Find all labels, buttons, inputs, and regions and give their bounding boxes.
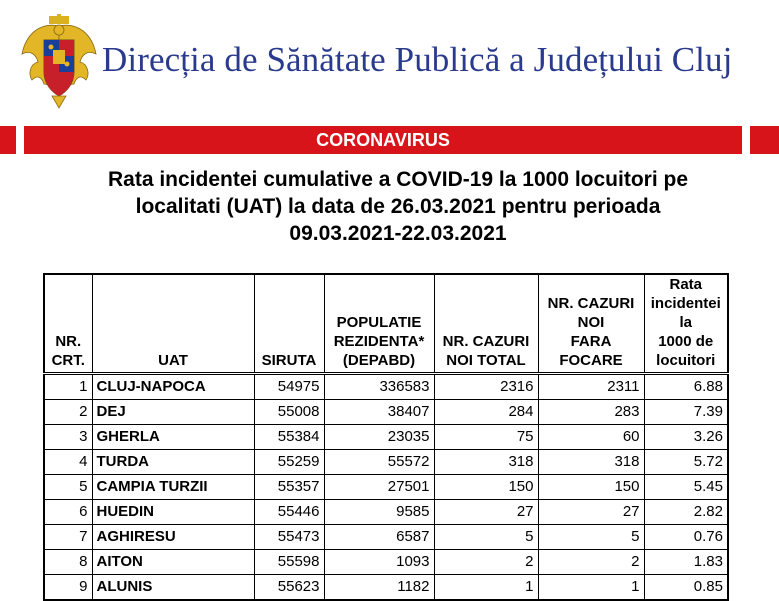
table-row bbox=[44, 425, 728, 450]
cell-total-cases: 318 bbox=[434, 450, 538, 475]
cell-incidence-rate: 0.85 bbox=[644, 575, 728, 601]
cell-total-cases: 75 bbox=[434, 425, 538, 450]
document-title-line: Rata incidentei cumulative a COVID-19 la 1000 locuitori pe bbox=[107, 168, 689, 191]
cell-uat: AGHIRESU bbox=[92, 525, 254, 550]
table-header-row bbox=[44, 274, 728, 374]
cell-total-cases: 2 bbox=[434, 550, 538, 575]
cell-cases-without-outbreaks: 60 bbox=[538, 425, 644, 450]
cell-cases-without-outbreaks: 2311 bbox=[538, 374, 644, 400]
organization-title: Direcția de Sănătate Publică a Județului Cluj bbox=[102, 40, 733, 79]
cell-total-cases: 27 bbox=[434, 500, 538, 525]
cell-nr: 2 bbox=[44, 400, 92, 425]
cell-cases-without-outbreaks: 27 bbox=[538, 500, 644, 525]
cell-siruta: 55623 bbox=[254, 575, 324, 601]
cell-population: 55572 bbox=[324, 450, 434, 475]
header-incidence-rate: Rata incidentei la 1000 de locuitori bbox=[644, 274, 728, 374]
cell-incidence-rate: 0.76 bbox=[644, 525, 728, 550]
cell-siruta: 54975 bbox=[254, 374, 324, 400]
cell-nr: 7 bbox=[44, 525, 92, 550]
header-siruta: SIRUTA bbox=[254, 274, 324, 374]
header-cases-without-outbreaks: NR. CAZURI NOI FARA FOCARE bbox=[538, 274, 644, 374]
cell-incidence-rate: 5.45 bbox=[644, 475, 728, 500]
cell-nr: 9 bbox=[44, 575, 92, 601]
cell-siruta: 55473 bbox=[254, 525, 324, 550]
document-title-line: 09.03.2021-22.03.2021 bbox=[289, 222, 507, 245]
cell-uat: AITON bbox=[92, 550, 254, 575]
coronavirus-banner bbox=[0, 126, 779, 154]
cell-cases-without-outbreaks: 1 bbox=[538, 575, 644, 601]
cell-total-cases: 150 bbox=[434, 475, 538, 500]
cell-cases-without-outbreaks: 318 bbox=[538, 450, 644, 475]
table-row bbox=[44, 500, 728, 525]
romania-coat-of-arms-icon bbox=[20, 14, 98, 110]
table-row bbox=[44, 374, 728, 400]
cell-incidence-rate: 7.39 bbox=[644, 400, 728, 425]
banner-label: CORONAVIRUS bbox=[316, 130, 450, 150]
cell-total-cases: 5 bbox=[434, 525, 538, 550]
cell-population: 27501 bbox=[324, 475, 434, 500]
page-header bbox=[0, 0, 779, 120]
cell-siruta: 55357 bbox=[254, 475, 324, 500]
cell-uat: DEJ bbox=[92, 400, 254, 425]
cell-cases-without-outbreaks: 2 bbox=[538, 550, 644, 575]
cell-siruta: 55384 bbox=[254, 425, 324, 450]
cell-incidence-rate: 1.83 bbox=[644, 550, 728, 575]
header-total-cases: NR. CAZURI NOI TOTAL bbox=[434, 274, 538, 374]
header-uat: UAT bbox=[92, 274, 254, 374]
table-row bbox=[44, 550, 728, 575]
banner-stripe-left bbox=[0, 126, 16, 154]
cell-incidence-rate: 3.26 bbox=[644, 425, 728, 450]
cell-incidence-rate: 6.88 bbox=[644, 374, 728, 400]
cell-incidence-rate: 2.82 bbox=[644, 500, 728, 525]
cell-uat: ALUNIS bbox=[92, 575, 254, 601]
cell-nr: 6 bbox=[44, 500, 92, 525]
cell-uat: HUEDIN bbox=[92, 500, 254, 525]
document-title-line: localitati (UAT) la data de 26.03.2021 pentru perioada bbox=[135, 195, 661, 218]
cell-cases-without-outbreaks: 5 bbox=[538, 525, 644, 550]
table-row bbox=[44, 575, 728, 601]
cell-population: 9585 bbox=[324, 500, 434, 525]
table-row bbox=[44, 475, 728, 500]
cell-nr: 4 bbox=[44, 450, 92, 475]
cell-population: 336583 bbox=[324, 374, 434, 400]
cell-population: 6587 bbox=[324, 525, 434, 550]
cell-total-cases: 284 bbox=[434, 400, 538, 425]
incidence-table bbox=[43, 273, 729, 601]
header-nr-crt: NR. CRT. bbox=[44, 274, 92, 374]
cell-population: 1093 bbox=[324, 550, 434, 575]
banner-stripe-right bbox=[750, 126, 779, 154]
cell-siruta: 55008 bbox=[254, 400, 324, 425]
cell-total-cases: 2316 bbox=[434, 374, 538, 400]
header-population: POPULATIE REZIDENTA* (DEPABD) bbox=[324, 274, 434, 374]
cell-uat: CAMPIA TURZII bbox=[92, 475, 254, 500]
cell-nr: 3 bbox=[44, 425, 92, 450]
cell-uat: TURDA bbox=[92, 450, 254, 475]
cell-uat: GHERLA bbox=[92, 425, 254, 450]
cell-siruta: 55259 bbox=[254, 450, 324, 475]
table-row bbox=[44, 450, 728, 475]
cell-cases-without-outbreaks: 150 bbox=[538, 475, 644, 500]
cell-nr: 8 bbox=[44, 550, 92, 575]
cell-siruta: 55598 bbox=[254, 550, 324, 575]
cell-uat: CLUJ-NAPOCA bbox=[92, 374, 254, 400]
cell-nr: 5 bbox=[44, 475, 92, 500]
cell-population: 1182 bbox=[324, 575, 434, 601]
table-row bbox=[44, 400, 728, 425]
cell-population: 23035 bbox=[324, 425, 434, 450]
cell-population: 38407 bbox=[324, 400, 434, 425]
cell-total-cases: 1 bbox=[434, 575, 538, 601]
cell-incidence-rate: 5.72 bbox=[644, 450, 728, 475]
cell-cases-without-outbreaks: 283 bbox=[538, 400, 644, 425]
cell-siruta: 55446 bbox=[254, 500, 324, 525]
table-row bbox=[44, 525, 728, 550]
document-title bbox=[30, 166, 766, 247]
cell-nr: 1 bbox=[44, 374, 92, 400]
